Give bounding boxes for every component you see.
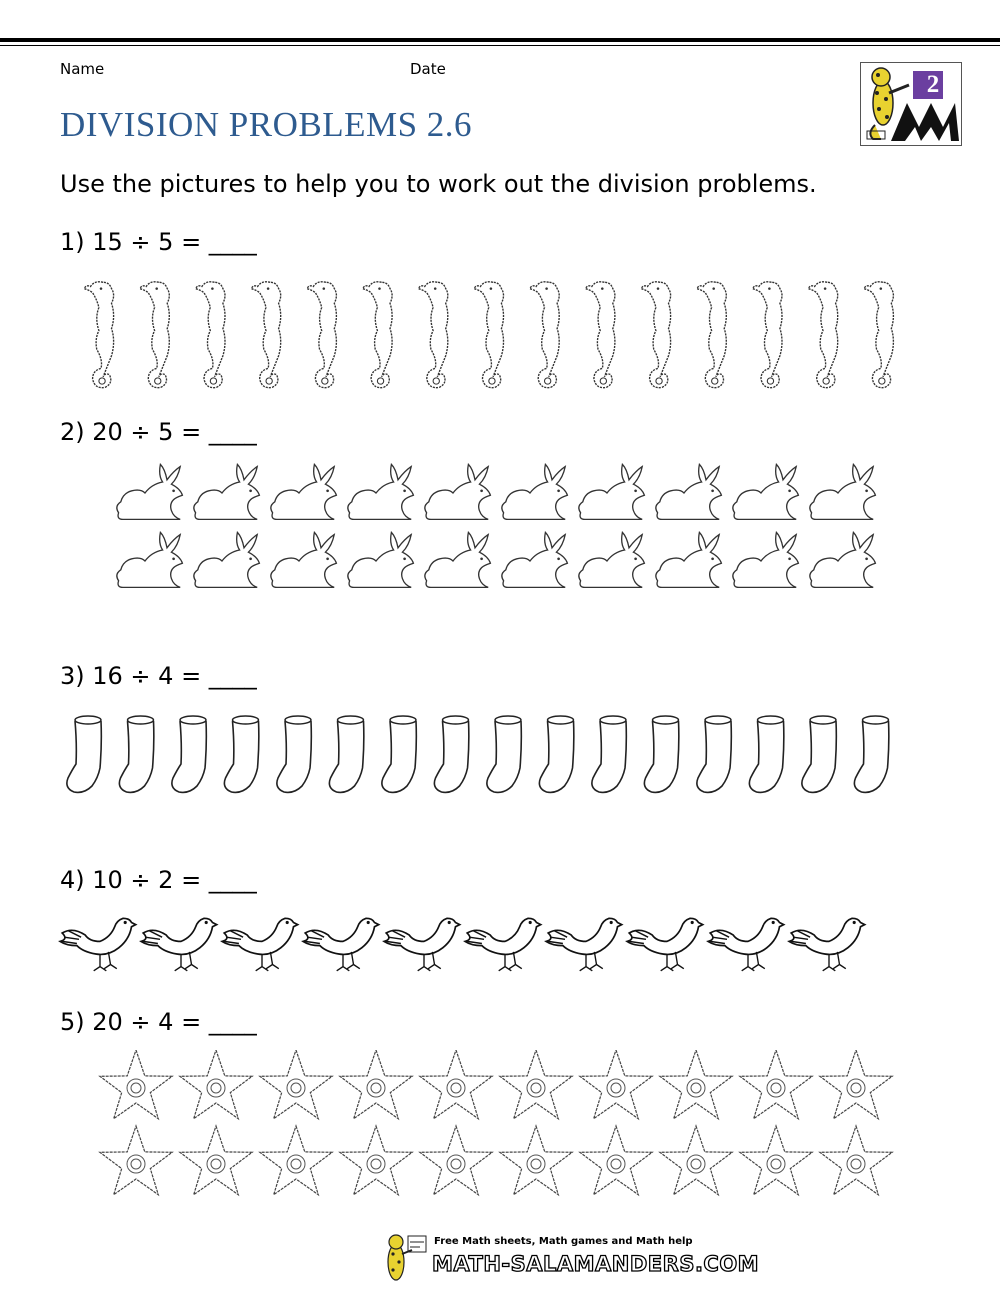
- starfish-icon: [260, 1126, 332, 1195]
- header-rule-thin: [0, 45, 1000, 46]
- rabbit-icon: [348, 532, 414, 587]
- problem-3-pictures: [62, 714, 902, 804]
- problem-5-text: 5) 20 ÷ 4 = ____: [60, 1008, 257, 1036]
- rabbit-icon: [656, 464, 722, 519]
- sock-icon: [329, 716, 363, 792]
- footer-logo: [380, 1232, 760, 1284]
- starfish-icon: [820, 1126, 892, 1195]
- bird-icon: [384, 918, 460, 971]
- seahorse-icon: [251, 282, 280, 388]
- sock-icon: [854, 716, 888, 792]
- starfish-icon: [500, 1126, 572, 1195]
- starfish-icon: [660, 1050, 732, 1119]
- problem-1-text: 1) 15 ÷ 5 = ____: [60, 228, 257, 256]
- starfish-icon: [580, 1050, 652, 1119]
- starfish-icon: [260, 1050, 332, 1119]
- starfish-icon: [500, 1050, 572, 1119]
- problem-5-pictures: [98, 1050, 908, 1200]
- seahorse-icon: [196, 282, 225, 388]
- rabbit-icon: [502, 532, 568, 587]
- starfish-icon: [660, 1126, 732, 1195]
- rabbit-icon: [579, 532, 645, 587]
- name-label: Name: [60, 60, 105, 78]
- starfish-icon: [340, 1050, 412, 1119]
- bird-icon: [465, 918, 541, 971]
- bird-icon: [546, 918, 622, 971]
- problem-3-text: 3) 16 ÷ 4 = ____: [60, 662, 257, 690]
- rabbit-icon: [194, 532, 260, 587]
- seahorse-icon: [307, 282, 336, 388]
- rabbit-icon: [117, 464, 183, 519]
- grade-badge: 2: [926, 71, 940, 98]
- rabbit-icon: [579, 464, 645, 519]
- rabbit-icon: [194, 464, 260, 519]
- sock-icon: [67, 716, 101, 792]
- sock-icon: [487, 716, 521, 792]
- bird-icon: [627, 918, 703, 971]
- sock-icon: [277, 716, 311, 792]
- rabbit-icon: [348, 464, 414, 519]
- starfish-icon: [740, 1050, 812, 1119]
- starfish-icon: [340, 1126, 412, 1195]
- sock-icon: [644, 716, 678, 792]
- starfish-icon: [180, 1126, 252, 1195]
- seahorse-icon: [474, 282, 503, 388]
- starfish-icon: [100, 1126, 172, 1195]
- seahorse-icon: [84, 282, 113, 388]
- footer-site: MATH-SALAMANDERS.COM: [432, 1252, 760, 1276]
- sock-icon: [382, 716, 416, 792]
- rabbit-icon: [271, 464, 337, 519]
- sock-icon: [539, 716, 573, 792]
- starfish-icon: [180, 1050, 252, 1119]
- problem-1-pictures: [80, 276, 920, 396]
- salamander-footer-icon: [380, 1232, 430, 1284]
- grade-logo: [860, 62, 962, 146]
- problem-4-pictures: [58, 912, 878, 982]
- rabbit-icon: [810, 532, 876, 587]
- rabbit-icon: [502, 464, 568, 519]
- starfish-icon: [100, 1050, 172, 1119]
- sock-icon: [592, 716, 626, 792]
- seahorse-icon: [697, 282, 726, 388]
- seahorse-icon: [753, 282, 782, 388]
- problem-2-text: 2) 20 ÷ 5 = ____: [60, 418, 257, 446]
- rabbit-icon: [425, 532, 491, 587]
- rabbit-icon: [810, 464, 876, 519]
- date-label: Date: [410, 60, 446, 78]
- seahorse-icon: [530, 282, 559, 388]
- instructions: Use the pictures to help you to work out the division problems.: [60, 170, 817, 198]
- sock-icon: [172, 716, 206, 792]
- starfish-icon: [420, 1050, 492, 1119]
- bird-icon: [708, 918, 784, 971]
- rabbit-icon: [425, 464, 491, 519]
- bird-icon: [303, 918, 379, 971]
- seahorse-icon: [864, 282, 893, 388]
- problem-2-pictures: [112, 460, 892, 600]
- starfish-icon: [420, 1126, 492, 1195]
- rabbit-icon: [733, 532, 799, 587]
- problem-4-text: 4) 10 ÷ 2 = ____: [60, 866, 257, 894]
- header-rule-thick: [0, 38, 1000, 42]
- bird-icon: [60, 918, 136, 971]
- seahorse-icon: [641, 282, 670, 388]
- rabbit-icon: [656, 532, 722, 587]
- sock-icon: [434, 716, 468, 792]
- sock-icon: [224, 716, 258, 792]
- sock-icon: [697, 716, 731, 792]
- starfish-icon: [740, 1126, 812, 1195]
- sock-icon: [749, 716, 783, 792]
- seahorse-icon: [586, 282, 615, 388]
- bird-icon: [141, 918, 217, 971]
- seahorse-icon: [140, 282, 169, 388]
- starfish-icon: [820, 1050, 892, 1119]
- rabbit-icon: [271, 532, 337, 587]
- seahorse-icon: [808, 282, 837, 388]
- starfish-icon: [580, 1126, 652, 1195]
- seahorse-icon: [418, 282, 447, 388]
- rabbit-icon: [117, 532, 183, 587]
- sock-icon: [802, 716, 836, 792]
- bird-icon: [789, 918, 865, 971]
- bird-icon: [222, 918, 298, 971]
- footer-tagline: Free Math sheets, Math games and Math help: [434, 1236, 693, 1247]
- seahorse-icon: [363, 282, 392, 388]
- rabbit-icon: [733, 464, 799, 519]
- sock-icon: [119, 716, 153, 792]
- page-title: DIVISION PROBLEMS 2.6: [60, 105, 473, 144]
